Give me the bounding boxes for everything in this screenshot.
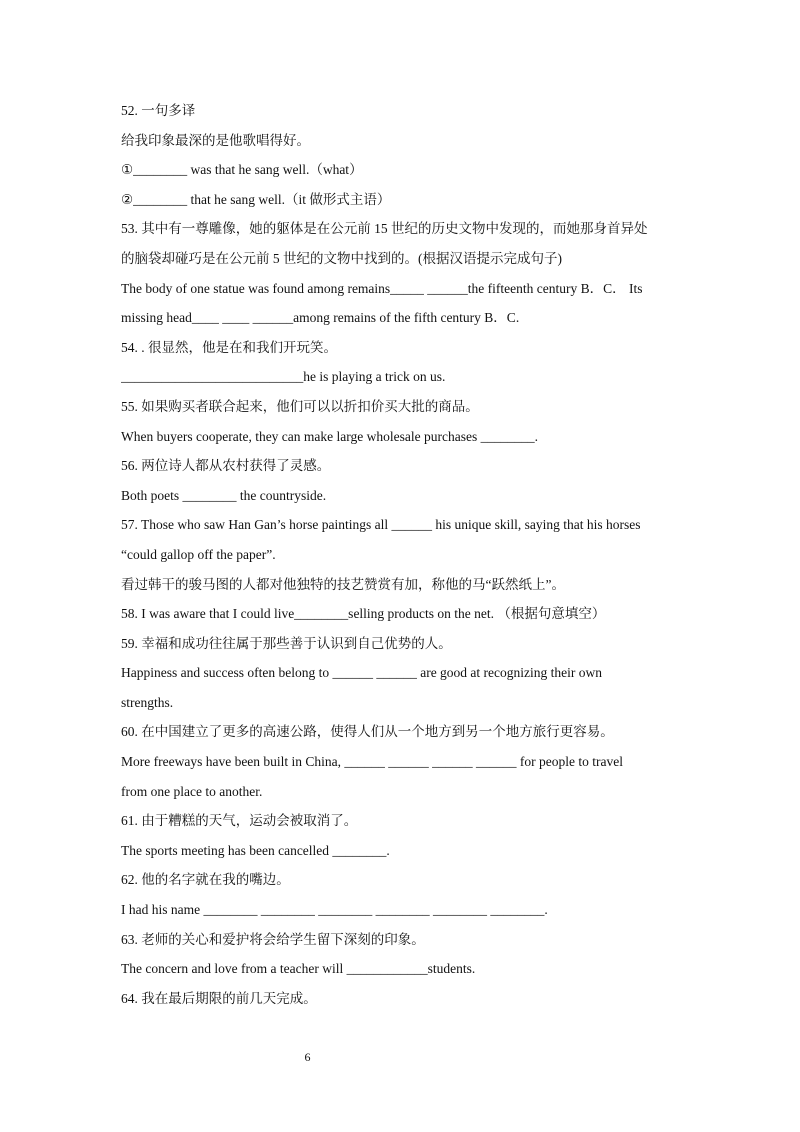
question-55-prompt: 55. 如果购买者联合起来，他们可以以折扣价买大批的商品。 [121, 398, 479, 414]
question-57-sentence-line-1: 57. Those who saw Han Gan’s horse paintings all ______ his unique skill, saying that his horses [121, 517, 641, 533]
question-53-answer-line-2: missing head____ ____ ______among remains of the fifth century B．C. [121, 310, 520, 326]
question-59-prompt: 59. 幸福和成功往往属于那些善于认识到自己优势的人。 [121, 635, 452, 651]
question-57-sentence-line-2: “could gallop off the paper”. [121, 546, 276, 562]
question-62-prompt: 62. 他的名字就在我的嘴边。 [121, 872, 290, 888]
question-52-prompt: 给我印象最深的是他歌唱得好。 [121, 132, 310, 148]
question-54-answer: ___________________________he is playing a trick on us. [121, 369, 446, 385]
question-53-prompt-line-1: 53. 其中有一尊雕像，她的躯体是在公元前 15 世纪的历史文物中发现的，而她那身首异处 [121, 221, 648, 237]
question-61-prompt: 61. 由于糟糕的天气，运动会被取消了。 [121, 813, 358, 829]
question-57-translation: 看过韩干的骏马图的人都对他独特的技艺赞赏有加，称他的马“跃然纸上”。 [121, 576, 565, 592]
question-54-prompt: 54. . 很显然，他是在和我们开玩笑。 [121, 339, 337, 355]
question-60-answer-line-2: from one place to another. [121, 783, 263, 799]
question-53-answer-line-1: The body of one statue was found among remains_____ ______the fifteenth century B．C． Its [121, 280, 643, 296]
question-56-answer: Both poets ________ the countryside. [121, 487, 327, 503]
question-64-prompt: 64. 我在最后期限的前几天完成。 [121, 990, 317, 1006]
question-60-answer-line-1: More freeways have been built in China, ______ ______ ______ ______ for people to travel [121, 754, 624, 770]
question-55-answer: When buyers cooperate, they can make large wholesale purchases ________. [121, 428, 538, 444]
question-63-prompt: 63. 老师的关心和爱护将会给学生留下深刻的印象。 [121, 931, 425, 947]
question-58-sentence: 58. I was aware that I could live________selling products on the net. （根据句意填空） [121, 606, 606, 622]
question-63-answer: The concern and love from a teacher will ____________students. [121, 961, 476, 977]
question-56-prompt: 56. 两位诗人都从农村获得了灵感。 [121, 458, 331, 474]
page-number: 6 [304, 1050, 311, 1064]
question-61-answer: The sports meeting has been cancelled ________. [121, 842, 390, 858]
question-60-prompt: 60. 在中国建立了更多的高速公路，使得人们从一个地方到另一个地方旅行更容易。 [121, 724, 614, 740]
document-page [121, 96, 681, 1013]
question-53-prompt-line-2: 的脑袋却碰巧是在公元前 5 世纪的文物中找到的。(根据汉语提示完成句子) [121, 250, 562, 266]
question-52-item-2: ②________ that he sang well.（it 做形式主语） [121, 191, 391, 207]
question-52-title: 52. 一句多译 [121, 103, 196, 118]
question-62-answer: I had his name ________ ________ ________ ________ ________ ________. [121, 902, 548, 918]
question-59-answer-line-1: Happiness and success often belong to ______ ______ are good at recognizing their own [121, 665, 603, 681]
question-52-item-1: ①________ was that he sang well.（what） [121, 162, 363, 178]
question-59-answer-line-2: strengths. [121, 694, 174, 710]
